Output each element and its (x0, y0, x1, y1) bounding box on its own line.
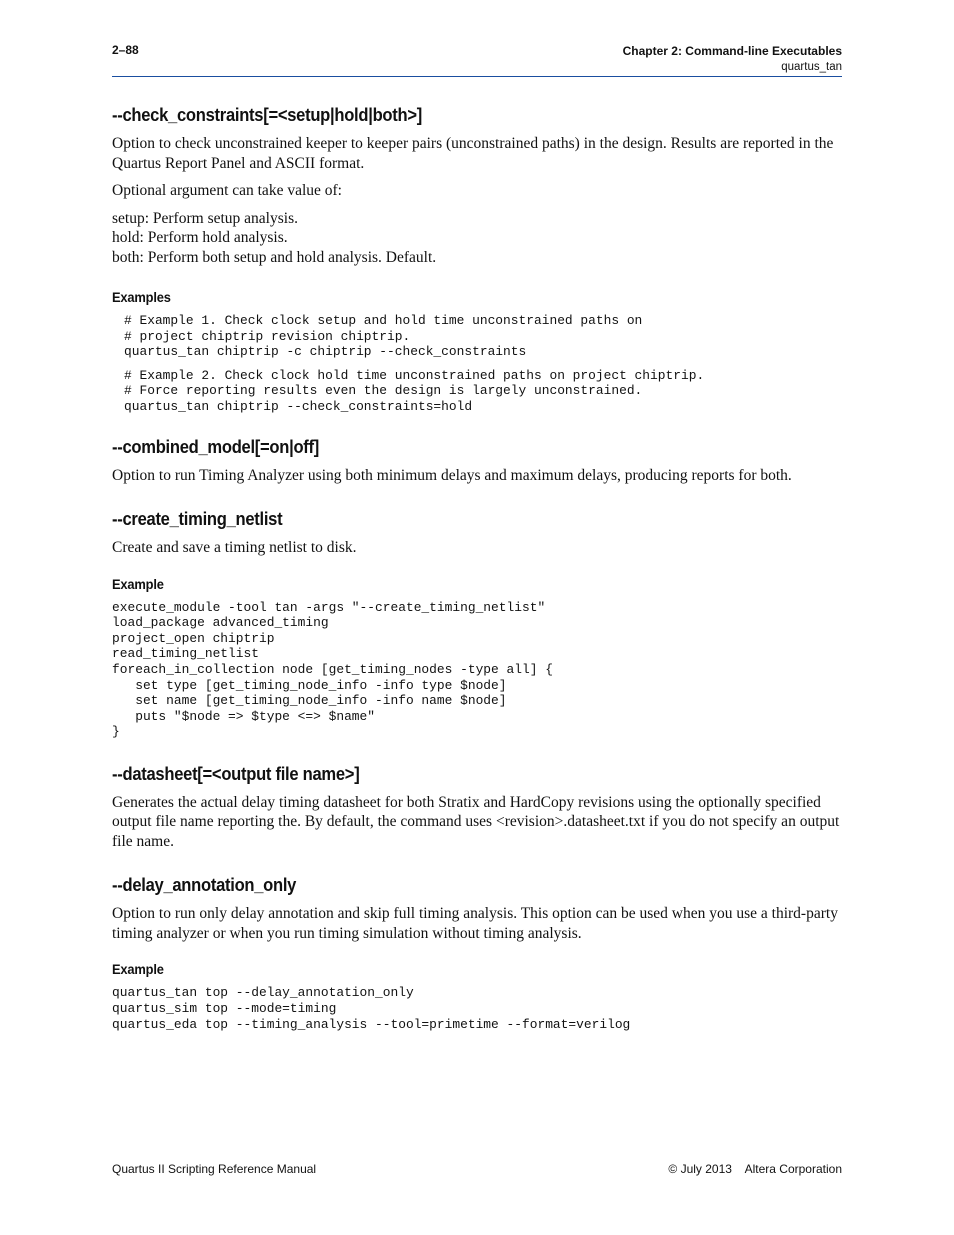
chapter-title: Chapter 2: Command-line Executables (622, 44, 842, 58)
running-header (623, 43, 842, 75)
check-constraints-description: Option to check unconstrained keeper to keeper pairs (unconstrained paths) in the design. Results are reported in the Quartus Report Panel and ASCII format. (112, 135, 834, 172)
heading-create-timing-netlist: --create_timing_netlist (112, 509, 283, 530)
section-title: quartus_tan (781, 61, 842, 73)
code-example-1: # Example 1. Check clock setup and hold time unconstrained paths on # project chiptrip revision chiptrip. quartus_tan chiptrip -c chiptrip --check_constraints (124, 313, 643, 360)
examples-heading: Examples (112, 289, 171, 305)
page-number: 2–88 (112, 43, 139, 57)
footer-copyright: © July 2013 Altera Corporation (668, 1162, 842, 1176)
header-rule (112, 76, 842, 77)
code-delay-annotation: quartus_tan top --delay_annotation_only quartus_sim top --mode=timing quartus_eda top --timing_analysis --tool=primetime --format=verilog (112, 985, 631, 1032)
combined-model-description: Option to run Timing Analyzer using both minimum delays and maximum delays, producing reports for both. (112, 466, 792, 484)
create-timing-netlist-description: Create and save a timing netlist to disk. (112, 539, 357, 557)
value-setup: setup: Perform setup analysis. (112, 209, 298, 227)
code-create-timing-netlist: execute_module -tool tan -args "--create_timing_netlist" load_package advanced_timing project_open chiptrip read_timing_netlist foreach_in_collection node [get_timing_nodes -type all] { set type [get_timing_node_info -info type $node] set name [get_timing_node_info -info name $node] puts "$node => $type <=> $name" } (112, 599, 553, 740)
main-content (112, 105, 842, 1040)
code-example-2: # Example 2. Check clock hold time unconstrained paths on project chiptrip. # Force reporting results even the design is largely unconstrained. quartus_tan chiptrip --check_constraints=hold (124, 367, 705, 414)
example-heading-2: Example (112, 961, 164, 978)
heading-check-constraints: --check_constraints[=<setup|hold|both>] (112, 105, 422, 125)
delay-annotation-description: Option to run only delay annotation and skip full timing analysis. This option can be used when you use a third-party timing analyzer or when you run timing simulation without timing analysis. (112, 905, 838, 942)
footer-manual-title: Quartus II Scripting Reference Manual (112, 1162, 317, 1176)
value-hold: hold: Perform hold analysis. (112, 229, 288, 246)
heading-combined-model: --combined_model[=on|off] (112, 436, 320, 457)
datasheet-description: Generates the actual delay timing datasheet for both Stratix and HardCopy revisions using the optionally specified output file name reporting the. By default, the command uses <revision>.datasheet.txt if you do not specify an output file name. (112, 793, 840, 850)
value-both: both: Perform both setup and hold analysis. Default. (112, 248, 437, 266)
check-constraints-optional: Optional argument can take value of: (112, 182, 342, 199)
check-constraints-values (112, 209, 842, 268)
heading-delay-annotation-only: --delay_annotation_only (112, 875, 297, 896)
example-heading: Example (112, 575, 164, 592)
heading-datasheet: --datasheet[=<output file name>] (112, 763, 360, 784)
